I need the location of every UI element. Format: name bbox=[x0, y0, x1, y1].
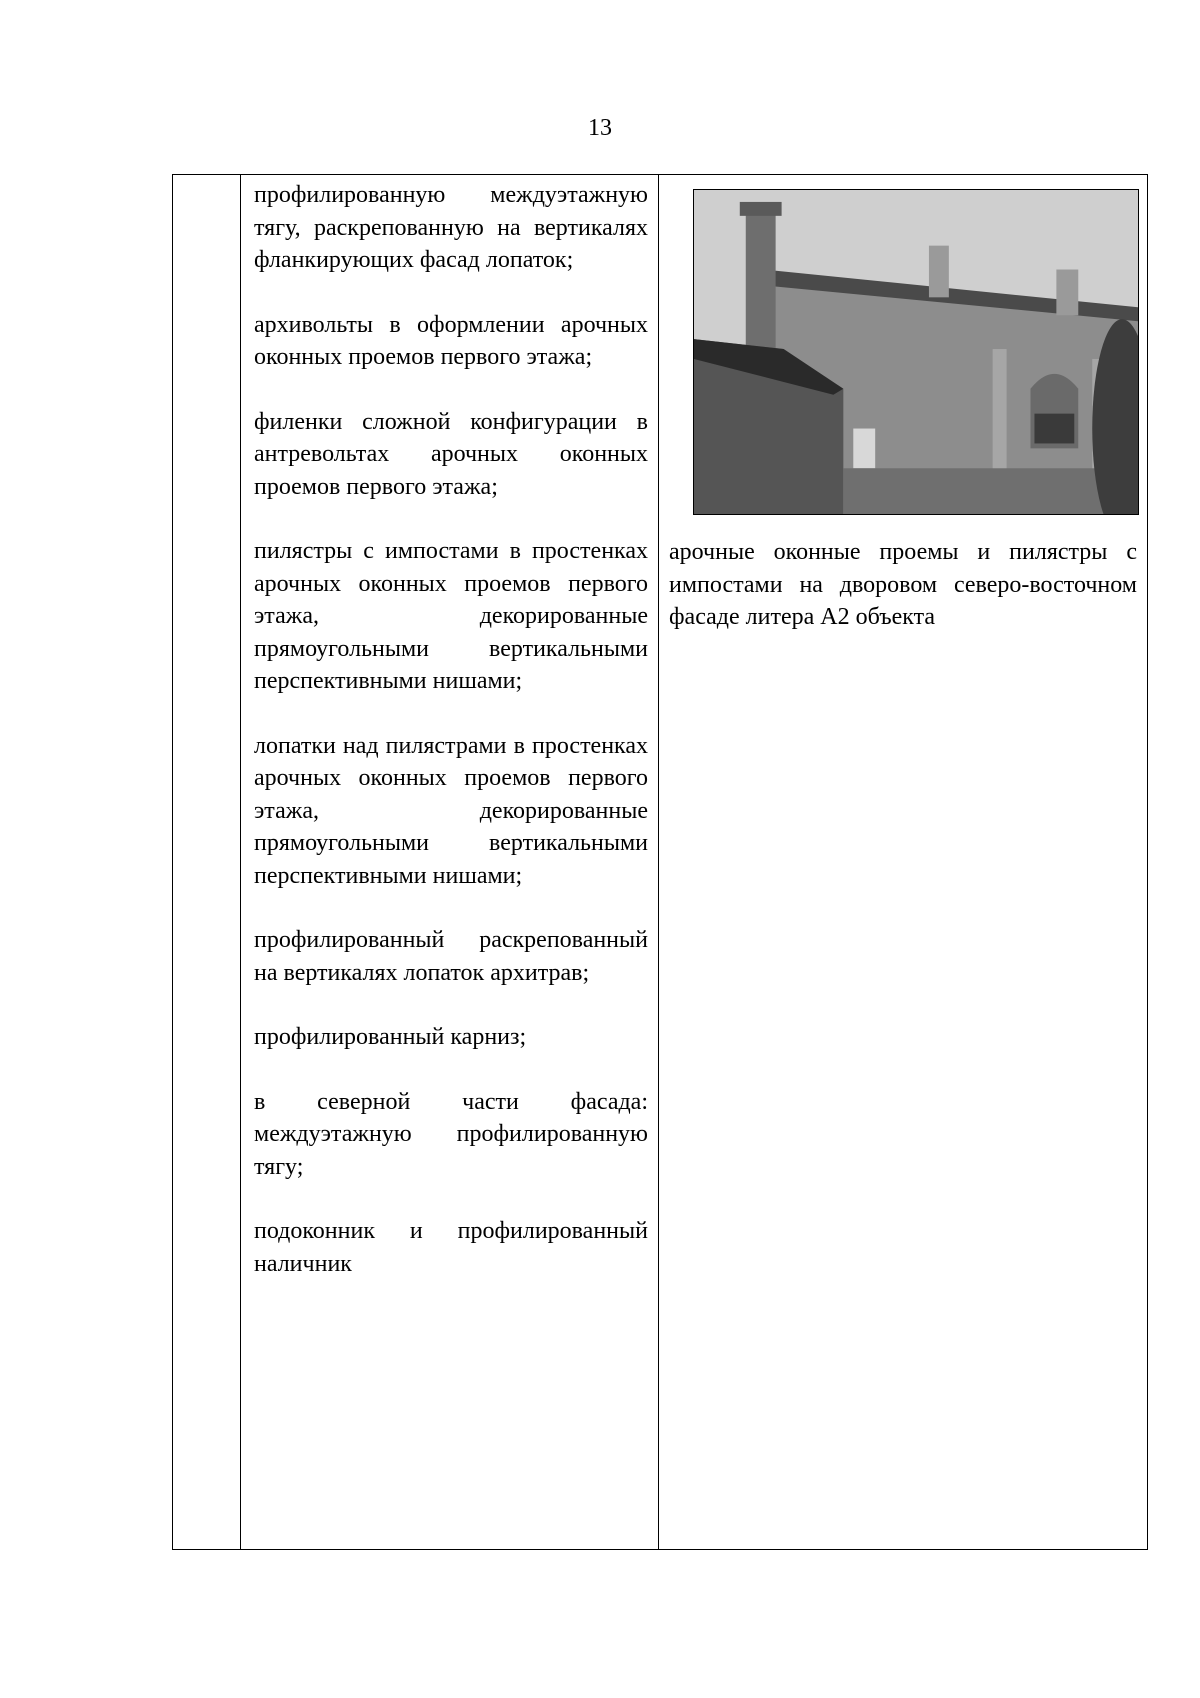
description-paragraph: профилированный раскрепованный на вертикалях лопаток архитрав; bbox=[254, 927, 648, 986]
photo-caption: арочные оконные проемы и пилястры с импостами на дворовом северо-восточном фасаде литера А2 объекта bbox=[669, 539, 1137, 630]
description-column bbox=[241, 175, 659, 1549]
description-paragraph: филенки сложной конфигурации в антревольтах арочных оконных проемов первого этажа; bbox=[254, 408, 648, 500]
facade-photo bbox=[693, 189, 1139, 515]
description-paragraph: профилированный карниз; bbox=[254, 1024, 527, 1050]
document-table bbox=[172, 174, 1148, 1550]
description-paragraph: в северной части фасада: междуэтажную профилированную тягу; bbox=[254, 1088, 648, 1180]
description-paragraph: лопатки над пилястрами в простенках арочных оконных проемов первого этажа, декорированные прямоугольными вертикальными перспективными нишами; bbox=[254, 732, 648, 889]
page-number: 13 bbox=[588, 115, 612, 141]
description-paragraph: профилированную междуэтажную тягу, раскрепованную на вертикалях фланкирующих фасад лопаток; bbox=[254, 182, 648, 273]
description-paragraph: подоконник и профилированный наличник bbox=[254, 1218, 648, 1277]
description-paragraph: архивольты в оформлении арочных оконных проемов первого этажа; bbox=[254, 311, 648, 370]
description-paragraph: пилястры с импостами в простенках арочных оконных проемов первого этажа, декорированные прямоугольными вертикальными перспективными нишами; bbox=[254, 538, 648, 694]
number-column bbox=[173, 175, 241, 1549]
photo-column bbox=[659, 175, 1147, 1549]
